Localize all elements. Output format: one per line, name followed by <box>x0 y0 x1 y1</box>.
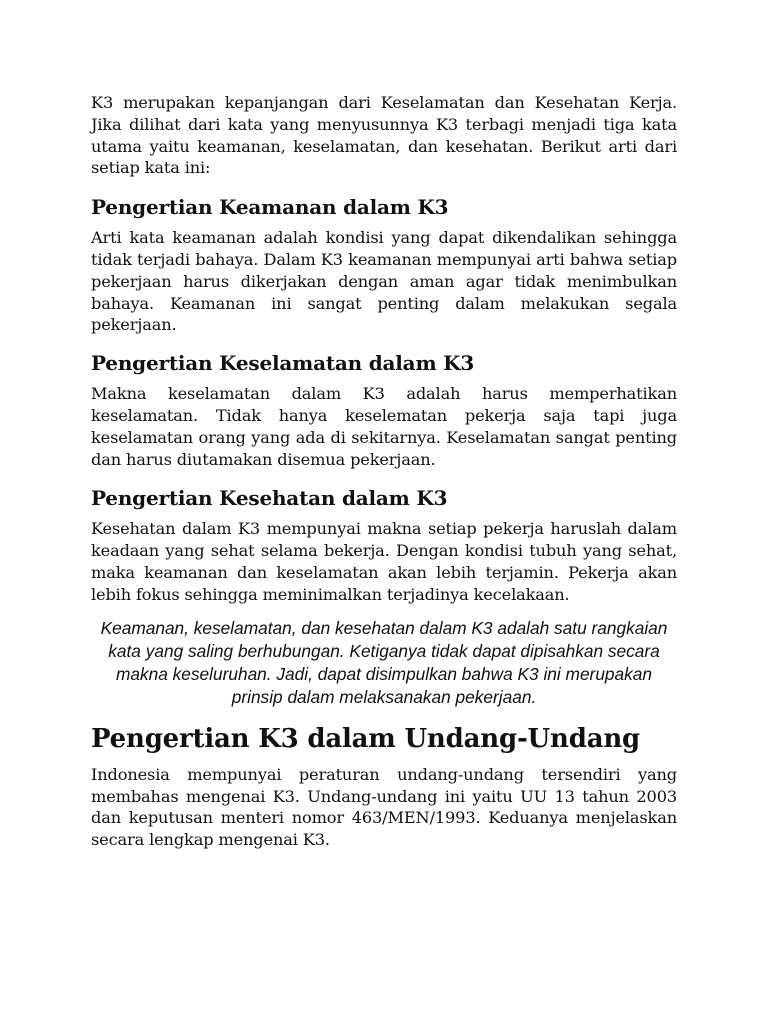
paragraph-keamanan: Arti kata keamanan adalah kondisi yang dapat dikendalikan sehingga tidak terjadi bahaya. Dalam K3 keamanan mempunyai arti bahwa setiap pekerjaan harus dikerjakan dengan aman agar tidak menimbulkan bahaya. Keamanan ini sangat penting dalam melakukan segala pekerjaan. <box>91 228 677 335</box>
heading-keselamatan: Pengertian Keselamatan dalam K3 <box>91 351 475 376</box>
paragraph-kesehatan: Kesehatan dalam K3 mempunyai makna setiap pekerja haruslah dalam keadaan yang sehat selama bekerja. Dengan kondisi tubuh yang sehat, maka keamanan dan keselamatan akan lebih terjamin. Pekerja akan lebih fokus sehingga meminimalkan terjadinya kecelakaan. <box>91 519 677 604</box>
intro-paragraph: K3 merupakan kepanjangan dari Keselamatan dan Kesehatan Kerja. Jika dilihat dari kata yang menyusunnya K3 terbagi menjadi tiga kata utama yaitu keamanan, keselamatan, dan kesehatan. Berikut arti dari setiap kata ini: <box>91 93 677 178</box>
document-page <box>91 92 677 851</box>
heading-kesehatan: Pengertian Kesehatan dalam K3 <box>91 486 448 511</box>
heading-undang-undang: Pengertian K3 dalam Undang-Undang <box>91 723 641 754</box>
summary-quote: Keamanan, keselamatan, dan kesehatan dalam K3 adalah satu rangkaian kata yang saling berhubungan. Ketiganya tidak dapat dipisahkan secara makna keseluruhan. Jadi, dapat disimpulkan bahwa K3 ini merupakan prinsip dalam melaksanakan pekerjaan. <box>100 617 668 708</box>
paragraph-undang-undang: Indonesia mempunyai peraturan undang-undang tersendiri yang membahas mengenai K3. Undang-undang ini yaitu UU 13 tahun 2003 dan keputusan menteri nomor 463/MEN/1993. Keduanya menjelaskan secara lengkap mengenai K3. <box>91 764 677 850</box>
paragraph-keselamatan: Makna keselamatan dalam K3 adalah harus memperhatikan keselamatan. Tidak hanya keselematan pekerja saja tapi juga keselamatan orang yang ada di sekitarnya. Keselamatan sangat penting dan harus diutamakan disemua pekerjaan. <box>91 384 677 469</box>
heading-keamanan: Pengertian Keamanan dalam K3 <box>91 195 449 220</box>
